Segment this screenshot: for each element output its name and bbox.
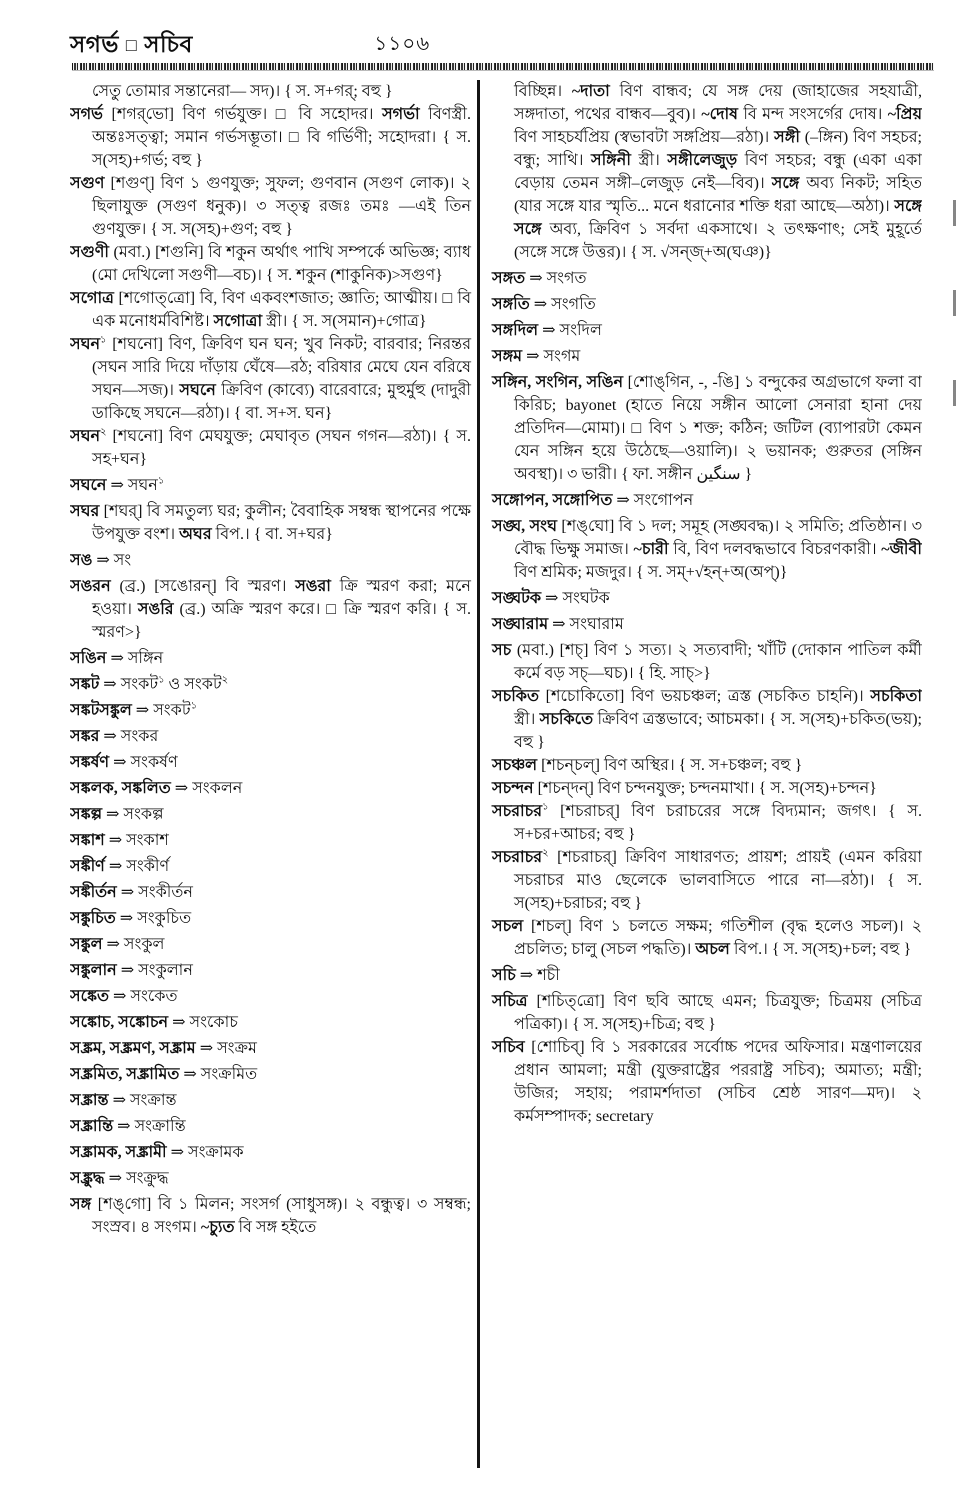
entry-text: ⇒ সংকট [99,676,159,693]
headword: সঙ্ক্রান্ত [70,1092,109,1109]
entry-text: বিপ.। { স. স(সহ)+চল; বহু } [729,941,912,958]
homonym-number: ১ [190,700,198,712]
homonym-number: ১ [542,801,549,813]
xref-entry [70,673,471,696]
headword: সঙ্গদিল [492,322,539,339]
headword: সচিব [492,1039,525,1056]
homonym-number: ২ [100,426,107,438]
xref-entry [70,1115,471,1138]
guide-word-first: সগর্ভ [70,32,119,57]
xref-entry [70,907,471,930]
headword: সঙ [70,552,93,569]
headword: সগোত্রা [213,313,263,330]
xref-entry [492,267,922,290]
headword: সঙ্গোপন, সঙ্গোপিত [492,492,613,509]
entry-text: [শচরাচর্] ক্রিবিণ সাধারণত; প্রায়শ; প্রায়ই (এমন করিয়া সচরাচর মাও ছেলেকে ভালবাসিতে পারে না—রঠা)। { স. স(সহ)+চরাচর; বহু } [514,849,922,912]
dictionary-entry [492,754,922,777]
entry-text: [শচিত্‌ত্রো] বিণ ছবি আছে এমন; চিত্রযুক্ত; চিত্রময় (সচিত্র পত্রিকা)। { স. স(সহ)+চিত্র; বহু } [514,993,922,1033]
dictionary-entry [70,172,471,241]
headword: সঙ্গী [774,129,800,146]
scan-artifact [953,200,956,460]
decorative-rule [72,63,934,71]
entry-text: ⇒ সংকুলান [116,962,193,979]
dictionary-entry [70,333,471,425]
entry-text: বিণস্ত্রী. অন্তঃসত্ত্বা; সমান গর্ভসম্ভূতা। □ বি গর্ভিণী; সহোদরা। { স. স(সহ)+গর্ভ; বহু } [92,106,471,169]
left-column [70,80,477,1468]
xref-entry [492,293,922,316]
entry-text: [শচন্‌চল্] বিণ অস্থির। { স. স+চঞ্চল; বহু } [537,757,803,774]
entry-text: সেতু তোমার সন্তানেরা— সদ)। { স. স+গর্; বহু } [92,83,393,100]
headword: সঙ্গম [492,348,523,365]
entry-text: ⇒ সংকট [131,702,191,719]
headword: সচকিতে [539,711,594,728]
xref-entry [70,985,471,1008]
entry-text: ⇒ সংঘটক [541,590,610,607]
entry-text: (মবা.) [শগুনি] বি শকুন অর্থাৎ পাখি সম্পর্কে অভিজ্ঞ; ব্যাধ (মো দেখিলো সগুণী—বচ)। { স. শকুন (শাকুনিক)>সগুণ} [92,244,471,284]
xref-entry [492,345,922,368]
entry-text: ⇒ সংকীর্তন [116,884,193,901]
entry-text: [শচোকিতো] বিণ ভয়চঞ্চল; ত্রস্ত (সচকিত চাহনি)। [538,688,871,705]
headword: সঙ্গিনী [591,152,631,169]
entry-text: [শঙ্‌ঘো] বি ১ দল; সমূহ (সঙ্ঘবদ্ধ)। ২ সমিতি; প্রতিষ্ঠান। ৩ বৌদ্ধ ভিক্ষু সমাজ। [514,518,922,558]
headword: ~দোষ [701,106,739,123]
xref-entry [70,881,471,904]
xref-entry [70,549,471,572]
entry-text: ⇒ সংকল্প [102,806,164,823]
entry-text: বিণ শ্রমিক; মজদুর। { স. সম্+√হন্+অ(অপ্)} [514,564,788,581]
entry-text: ⇒ সংগত [525,270,587,287]
entry-text: ⇒ সংকুচিত [115,910,192,927]
headword: সঘনে [70,477,107,494]
xref-entry [70,1037,471,1060]
headword: সঙ্গত [492,270,526,287]
entry-text: অব্য, ক্রিবিণ ১ সর্বদা একসাথে। ২ তৎক্ষণাৎ; সেই মুহূর্তে (সঙ্গে সঙ্গে উত্তর)। { স. √সন্‌জ্+অ(ঘঞ)} [514,221,922,261]
headword: সগুণ [70,175,105,192]
headword: সঙরা [295,578,331,595]
dictionary-entry [492,990,922,1036]
dictionary-entry [70,103,471,172]
headword: সঙ্কাশ [70,832,105,849]
entry-continuation [492,80,922,264]
headword: ~চ্যুত [200,1219,235,1236]
columns-container [70,80,922,1468]
headword: সঙ্ক্রমিত, সঙ্ক্রামিত [70,1066,180,1083]
homonym-number: ১ [100,334,107,346]
headword: সঙিন [70,650,107,667]
headword: ~দাতা [571,83,610,100]
headword: সঙ্কীর্তন [70,884,117,901]
entry-text: [শঘনো] বিণ, ক্রিবিণ ঘন ঘন; খুব নিকট; বারবার; নিরন্তর (সঘন সারি দিয়ে দাঁড়ায় ঘেঁষে—রঠ; বরিষার মেঘে যেন বরিষে সঘন—সজ)। [92,336,471,399]
dictionary-entry [70,287,471,333]
xref-entry [70,725,471,748]
dictionary-entry [70,575,471,644]
entry-text: ⇒ সংকুল [102,936,165,953]
page-number: ১১০৬ [374,33,431,55]
headword: সচকিত [492,688,539,705]
headword: সঙ্কট [70,676,100,693]
xref-entry [70,829,471,852]
headword: সঙ্ঘটক [492,590,542,607]
headword: সঙ্ক্রামক, সঙ্ক্রামী [70,1144,167,1161]
xref-entry [70,474,471,497]
headword: সঙ্কর্ষণ [70,754,110,771]
headword: সঘর [70,503,100,520]
headword: সঙ্ক্রম, সঙ্ক্রমণ, সঙ্ক্রাম [70,1040,196,1057]
entry-text: [শচরাচর্] বিণ চরাচরের সঙ্গে বিদ্যমান; জগৎ। { স. স+চর+আচর; বহু } [514,803,922,843]
xref-entry [70,933,471,956]
entry-text: (–ঙ্গিন) বিণ সহচর; বন্ধু; সাথি। [514,129,922,169]
xref-entry [70,1089,471,1112]
headword: ~জীবী [881,541,922,558]
headword: ~চারী [633,541,669,558]
xref-entry [70,1063,471,1086]
headword: সঙ্কীর্ণ [70,858,105,875]
xref-entry [492,587,922,610]
xref-entry [70,699,471,722]
entry-text: ⇒ সংকাশ [104,832,169,849]
headword: সচঞ্চল [492,757,538,774]
entry-text: ⇒ সংকীর্ণ [104,858,170,875]
headword: সঘনে [179,382,216,399]
entry-text: বি, বিণ দলবদ্ধভাবে বিচরণকারী। [668,541,882,558]
entry-text: ⇒ সংগম [522,348,581,365]
entry-text: বিণ বান্ধব; যে সঙ্গ দেয় (জাহাজের সহযাত্রী, সঙ্গদাতা, পথের বান্ধব—বুব)। [514,83,922,123]
entry-text: ⇒ সংক্রমিত [179,1066,258,1083]
xref-entry [70,777,471,800]
dictionary-entry [492,846,922,915]
entry-text: ⇒ সংগতি [529,296,596,313]
right-column [480,80,922,1468]
headword: সঘন [70,336,101,353]
headword: সগোত্র [70,290,114,307]
dictionary-entry [492,685,922,754]
entry-text: ⇒ সংক্রামক [166,1144,244,1161]
entry-text: [শোঙ্‌গিন, -, -ঙি] ১ বন্দুকের অগ্রভাগে ফলা বা কিরিচ; bayonet (হাতে নিয়ে সঙ্গীন আলো সেনারা হানা দেয় প্রতিদিন—মোমা)। □ বিণ ১ শক্ত; কঠিন; জটিল (ব্যাপারটা কেমন যেন সঙ্গিন হয়ে উঠেছে—ওয়ালি)। ২ ভয়ানক; গুরুতর (সঙ্গিন অবস্থা)। ৩ ভারী। { ফা. সঙ্গীন سنگين } [514,374,922,483]
entry-text: ⇒ সংক্রান্ত [108,1092,177,1109]
xref-entry [492,613,922,636]
headword: সঙ্কোচ, সঙ্কোচন [70,1014,169,1031]
headword: সগুণী [70,244,110,261]
headword: সঙ্কেত [70,988,110,1005]
headword: সঙ্ঘ, সংঘ [492,518,557,535]
headword: সঙ্গে সঙ্গে [514,198,922,238]
dictionary-entry [70,241,471,287]
entry-text: বিপ.। { বা. স+ঘর} [211,526,333,543]
dictionary-entry [492,371,922,486]
homonym-number: ২ [221,674,229,686]
dictionary-entry [492,915,922,961]
entry-text: ⇒ সংদিল [538,322,602,339]
entry-text: ক্রিবিণ ত্রস্তভাবে; আচমকা। { স. স(সহ)+চকিত(ভয়); বহু } [514,711,922,751]
entry-text: ⇒ সঙ্গিন [106,650,164,667]
entry-text: ও সংকট [164,676,222,693]
headword: সচকিতা [870,688,922,705]
headword: সঙ্গ [70,1196,92,1213]
headword: সচিত্র [492,993,528,1010]
xref-entry [70,1167,471,1190]
headword: সঙ্কুল [70,936,103,953]
headword: সঙ্গে [771,175,800,192]
entry-text: বিচ্ছিন্ন। [514,83,572,100]
headword: সগর্ভা [382,106,420,123]
entry-text: [শোচিব্] বি ১ সরকারের সর্বোচ্চ পদের অফিসার। মন্ত্রণালয়ের প্রধান আমলা; মন্ত্রী (যুক্তরাষ্ট্রের পররাষ্ট্র সচিব); অমাত্য; মন্ত্রী; উজির; সহায়; পরামর্শদাতা (সচিব শ্রেষ্ঠ সারণ—মদ)। ২ কর্মসম্পাদক; secretary [514,1039,922,1125]
entry-text: বি সঙ্গ হইতে [234,1219,317,1236]
entry-text: বিণ সহচর; বন্ধু (একা একা বেড়ায় তেমন সঙ্গী–লেজুড় নেই—বিব)। [514,152,922,192]
headword: ~প্রিয় [887,106,922,123]
headword: সচল [492,918,524,935]
entry-text: (ব্র.) [সঙোরন্] বি স্মরণ। [110,578,296,595]
guide-word-last: সচিব [144,32,193,57]
headword: সগর্ভ [70,106,103,123]
xref-entry [70,1141,471,1164]
entry-text: ⇒ শচী [515,967,560,984]
headword: সঙরি [137,601,174,618]
dictionary-entry [70,500,471,546]
headword: সঙ্গীলেজুড় [667,152,738,169]
headword: সঙ্গিন, সংগিন, সঙিন [492,374,623,391]
entry-text: ⇒ সংকোচ [168,1014,238,1031]
headword: সঙ্গতি [492,296,530,313]
entry-text: ⇒ সংগোপন [612,492,694,509]
entry-text: স্ত্রী। { স. স(সমান)+গোত্র} [262,313,427,330]
headword: সঙ্ঘারাম [492,616,549,633]
homonym-number: ১ [157,475,165,487]
dictionary-entry [70,425,471,471]
dictionary-entry [492,515,922,584]
dictionary-entry [492,639,922,685]
entry-text: [শগর্‌ভো] বিণ গর্ভযুক্ত। □ বি সহোদর। [102,106,383,123]
entry-text: ⇒ সংকর্ষণ [109,754,178,771]
headword: সঙ্ক্রান্তি [70,1118,114,1135]
headword: সঙ্ক্রুদ্ধ [70,1170,105,1187]
entry-text: ⇒ সং [92,552,132,569]
headword: সচরাচর [492,849,543,866]
entry-text: ⇒ সংকেত [109,988,178,1005]
xref-entry [492,319,922,342]
homonym-number: ২ [542,847,549,859]
xref-entry [492,964,922,987]
headword: সঙ্কুলান [70,962,117,979]
xref-entry [492,489,922,512]
xref-entry [70,855,471,878]
headword: সঘন [70,428,101,445]
page-header [70,26,922,62]
headword: সঙ্কুচিত [70,910,116,927]
headword: সচি [492,967,516,984]
dictionary-entry [70,1193,471,1239]
entry-text: ⇒ সংকলন [170,780,243,797]
entry-text: স্ত্রী। [514,711,540,728]
headword: সঙ্কলক, সঙ্কলিত [70,780,171,797]
entry-text: [শগুণ্] বিণ ১ গুণযুক্ত; সুফল; গুণবান (সগুণ লোক)। ২ ছিলাযুক্ত (সগুণ ধনুক)। ৩ সত্ত্ব রজঃ তমঃ —এই তিন গুণযুক্ত। { স. স(সহ)+গুণ; বহু } [92,175,471,238]
headword: সঙরন [70,578,111,595]
entry-text: ⇒ সংক্রুদ্ধ [104,1170,169,1187]
dictionary-entry [492,800,922,846]
xref-entry [70,959,471,982]
entry-continuation [70,80,471,103]
entry-text: [শঘর্] বি সমতুল্য ঘর; কুলীন; বৈবাহিক সম্বন্ধ স্থাপনের পক্ষে উপযুক্ত বংশ। [92,503,471,543]
entry-text: অব্য নিকট; সহিত (যার সঙ্গে যার স্মৃতি... মনে ধরানোর শক্তি ধরা আছে—অঠা)। [514,175,922,215]
entry-text: ⇒ সংকর [99,728,159,745]
xref-entry [70,803,471,826]
entry-text: ক্রি স্মরণ করা; মনে হওয়া। [92,578,471,618]
entry-text: [শচল্] বিণ ১ চলতে সক্ষম; গতিশীল (বৃদ্ধ হলেও সচল)। ২ প্রচলিত; চালু (সচল পদ্ধতি)। [514,918,922,958]
entry-text: বিণ সাহচর্যপ্রিয় (স্বভাবটা সঙ্গপ্রিয়—রঠা)। [514,129,775,146]
entry-text: ⇒ সংক্রান্তি [113,1118,186,1135]
entry-text: (ব্র.) অক্রি স্মরণ করে। □ ক্রি স্মরণ করি। { স. স্মরণ>} [92,601,471,641]
headword: সচন্দন [492,780,534,797]
entry-text: ⇒ সঘন [106,477,158,494]
separator-box-icon: □ [125,35,138,55]
headword: সচরাচর [492,803,543,820]
xref-entry [70,1011,471,1034]
headword: অচল [695,941,730,958]
headword: সঙ্কল্প [70,806,103,823]
xref-entry [70,647,471,670]
entry-text: [শচন্‌দন্] বিণ চন্দনযুক্ত; চন্দনমাখা। { স. স(সহ)+চন্দন} [533,780,877,797]
xref-entry [70,751,471,774]
entry-text: [শগোত্‌ত্রো] বি, বিণ একবংশজাত; জ্ঞাতি; আত্মীয়। □ বি এক মনোধর্মবিশিষ্ট। [92,290,471,330]
entry-text: [শঘনো] বিণ মেঘযুক্ত; মেঘাবৃত (সঘন গগন—রঠা)। { স. সহ+ঘন} [92,428,471,468]
entry-text: (মবা.) [শচ্] বিণ ১ সত্য। ২ সত্যবাদী; খাঁটি (দোকান পাতিল কর্মী কর্মে বড় সচ্—ঘচ)। { হি. সাচ্>} [511,642,922,682]
homonym-number: ১ [158,674,165,686]
headword: সচ [492,642,512,659]
entry-text: স্ত্রী। [630,152,668,169]
entry-text: বি মন্দ সংসর্গের দোষ। [738,106,888,123]
entry-text: ⇒ সংক্রম [195,1040,257,1057]
entry-text: ক্রিবিণ (কাব্যে) বারেবারে; মুহুর্মুহু (দাদুরী ডাকিছে সঘনে—রঠা)। { বা. স+স. ঘন} [92,382,471,422]
entry-text: [শঙ্‌গো] বি ১ মিলন; সংসর্গ (সাধুসঙ্গ)। ২ বন্ধুত্ব। ৩ সম্বন্ধ; সংস্রব। ৪ সংগম। [91,1196,471,1236]
dictionary-entry [492,777,922,800]
headword: সঙ্কর [70,728,100,745]
entry-text: ⇒ সংঘারাম [548,616,624,633]
headword: অঘর [179,526,212,543]
dictionary-entry [492,1036,922,1128]
headword: সঙ্কটসঙ্কুল [70,702,132,719]
